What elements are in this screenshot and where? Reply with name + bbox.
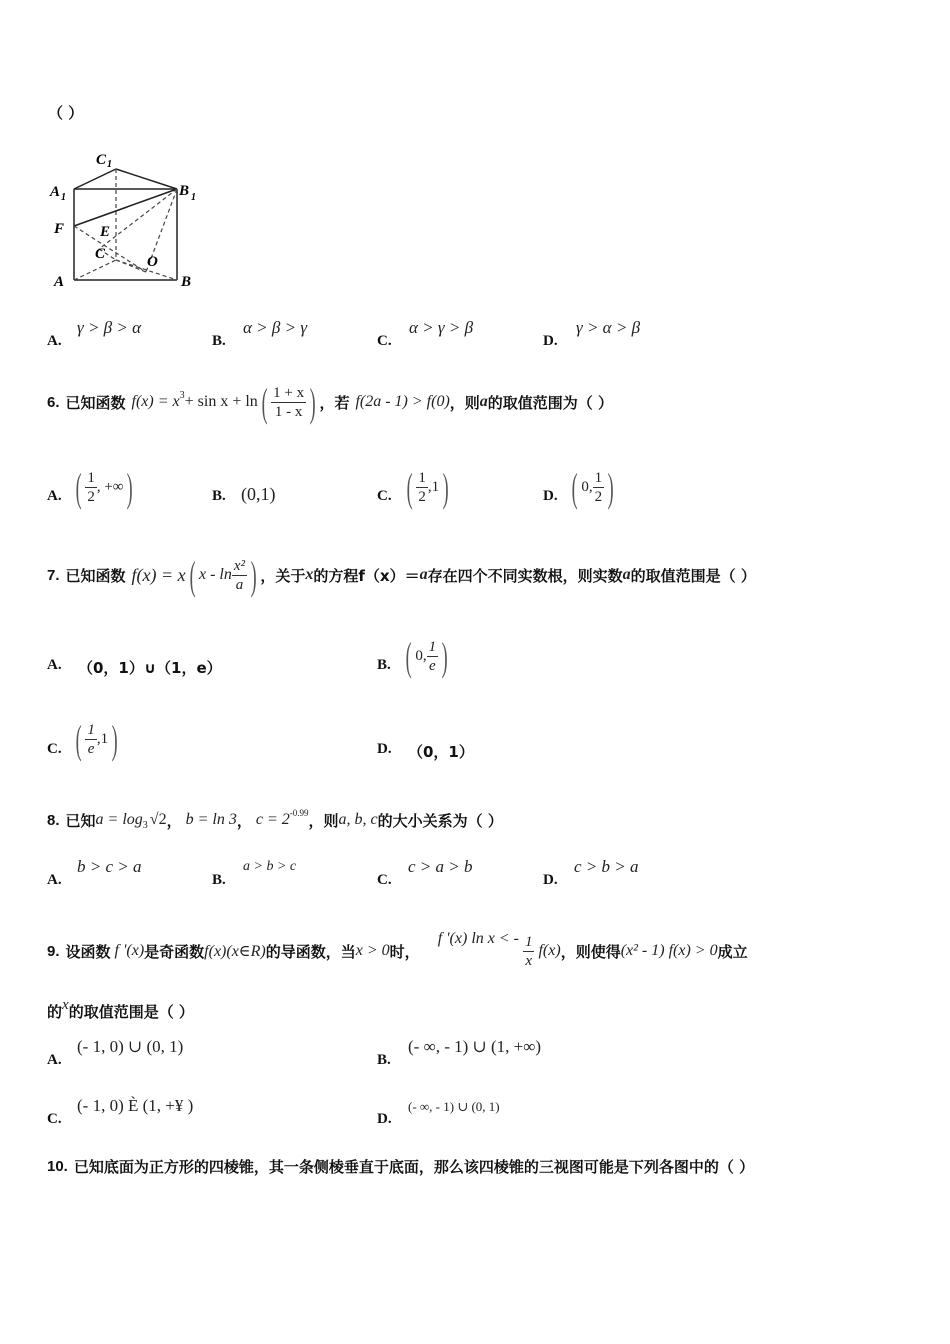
q9-ineq2: (x² - 1) f(x) > 0: [620, 942, 718, 959]
q6-frac: [271, 384, 306, 421]
q7-a: a: [419, 566, 428, 583]
q6-func2: + sin x + ln: [184, 393, 258, 410]
q9-option-c-label: C.: [47, 1111, 62, 1127]
q7-option-a-label: A.: [47, 657, 62, 673]
q9-option-b-text: (- ∞, - 1) ∪ (1, +∞): [408, 1037, 542, 1056]
q9-option-a-label: A.: [47, 1052, 62, 1068]
q5-prism-figure: [44, 144, 214, 294]
q8-number: 8.: [47, 811, 60, 829]
q8-option-c-text: c > a > b: [408, 857, 473, 876]
q5-option-b-text: α > β > γ: [243, 318, 308, 337]
q7-pre: 已知函数: [65, 566, 126, 585]
q7-func: f(x) = x: [131, 564, 186, 585]
q8-a-sub: 3: [142, 820, 148, 831]
q7-stem: 7. 已知函数 f(x) = x ( x - ln $\frac{\text{x²}}{a}$ ) ，关于 x 的方程 f（x）＝ a 存在四个不同实数根，则实数 a 的取值范围是（ ）: [47, 552, 756, 598]
q6-stem: 6. 已知函数 f(x) = x 3 + sin x + ln ( $\frac{1 + x}{1 - x}$ ) ，若 f(2a - 1) > f(0) ，则 a 的取值范围为（ ）: [47, 379, 614, 425]
q9-mid5: 成立: [717, 942, 748, 961]
q7-eq: f（x）＝: [358, 566, 420, 585]
q9-pre: 设函数: [65, 942, 111, 961]
label-C: C: [95, 246, 106, 262]
label-B: B: [181, 274, 192, 290]
q7-frac-den: a: [235, 576, 244, 593]
q8-option-a-label: A.: [47, 872, 62, 888]
label-C1: C: [96, 152, 107, 168]
q8-stem: [47, 800, 503, 840]
q9-number: 9.: [47, 942, 60, 960]
q10-text: 已知底面为正方形的四棱锥，其一条侧棱垂直于底面，那么该四棱锥的三视图可能是下列各图中的（ ）: [73, 1158, 755, 1176]
q7-option-b-label: B.: [377, 657, 391, 673]
q6-c-rest: ,1: [427, 479, 440, 495]
q6-number: 6.: [47, 393, 60, 411]
label-A1: A: [50, 184, 61, 200]
q6-mid: ，若: [319, 393, 350, 412]
q6-option-a-label: A.: [47, 488, 62, 504]
q8-c: c = 2: [255, 811, 290, 828]
q8-vars: a, b, c: [338, 811, 378, 828]
q7-post: ，关于: [260, 566, 306, 585]
q6-option-b-text: (0,1): [241, 484, 276, 504]
q6-frac-den: 1 - x: [274, 403, 303, 420]
q6-func: f(x) = x: [131, 393, 180, 410]
q8-option-d-text: c > b > a: [574, 857, 639, 876]
q6-a-rest: , +∞: [96, 479, 124, 495]
q8-option-d-label: D.: [543, 872, 558, 888]
q9-line2-post: 的取值范围是（ ）: [68, 1003, 194, 1021]
q6-post: 的取值范围为（ ）: [487, 393, 614, 412]
q8-option-b-text: a > b > c: [243, 859, 297, 874]
q6-pre: 已知函数: [65, 393, 126, 412]
q9-f: f(x)(x∈R): [204, 943, 266, 960]
q6-cond: f(2a - 1) > f(0): [355, 393, 450, 410]
q10-stem: [47, 1156, 754, 1177]
q8-option-c-label: C.: [377, 872, 392, 888]
q9-ineq-right: f(x): [538, 942, 561, 959]
q10-number: 10.: [47, 1158, 68, 1175]
q9-mid3: 时，: [389, 942, 420, 961]
q7-b-num: 1: [428, 639, 437, 655]
q6-option-d-label: D.: [543, 488, 558, 504]
q5-option-a-label: A.: [47, 333, 62, 349]
q6-option-b-label: B.: [212, 488, 226, 504]
q6-d-den: 2: [594, 489, 603, 505]
q8-option-b-label: B.: [212, 872, 226, 888]
q6-d-pre: 0,: [581, 479, 593, 495]
q7-option-a-text: （0，1）∪（1，e）: [78, 659, 222, 677]
q8-option-a-text: b > c > a: [77, 857, 142, 876]
q9-option-a-text: (- 1, 0) ∪ (0, 1): [77, 1037, 184, 1056]
q9-ineq-left: f '(x) ln x < -: [437, 930, 519, 947]
q9-mid2: 的导函数，当: [265, 942, 356, 961]
q6-option-c: ( $\frac{1}{2}$ ,1 ): [406, 465, 449, 510]
q8-a-rad: √2: [149, 811, 167, 828]
q9-line2-x: x: [62, 997, 69, 1013]
q7-post3: 存在四个不同实数根，则实数: [427, 566, 623, 585]
q9-stem-line2: [47, 997, 194, 1022]
q7-c-num: 1: [87, 722, 95, 738]
q9-fp: f '(x): [114, 942, 145, 959]
q6-a-den: 2: [87, 489, 95, 505]
q8-then: ，则: [308, 811, 339, 830]
q5-option-b-label: B.: [212, 333, 226, 349]
q8-post: 的大小关系为（ ）: [377, 811, 503, 830]
q9-frac-num: 1: [524, 933, 533, 950]
q9-frac-den: x: [525, 952, 533, 969]
label-B1: B: [179, 183, 190, 199]
q9-option-b-label: B.: [377, 1052, 391, 1068]
q8-pre: 已知: [65, 811, 96, 830]
q6-option-c-label: C.: [377, 488, 392, 504]
label-B1-sub: 1: [191, 192, 196, 203]
q7-option-c-label: C.: [47, 741, 62, 757]
q8-b: b = ln 3: [185, 811, 237, 828]
q5-option-d-label: D.: [543, 333, 558, 349]
q5-option-a-text: γ > β > α: [77, 318, 142, 337]
q7-inner: x - ln: [198, 566, 232, 583]
q7-b-pre: 0,: [415, 648, 427, 664]
q7-c-den: e: [87, 741, 95, 757]
q9-option-d-text: (- ∞, - 1) ∪ (0, 1): [408, 1099, 500, 1114]
q8-sep2: ，: [236, 811, 252, 830]
q6-a-num: 1: [87, 470, 95, 486]
q7-option-b: ( 0, $\frac{1}{e}$ ): [405, 634, 448, 679]
q7-b-den: e: [428, 658, 436, 674]
q8-c-exp: -0.99: [289, 808, 309, 818]
q9-mid4: ，则使得: [560, 942, 621, 961]
label-A1-sub: 1: [61, 192, 66, 203]
q6-mid2: ，则: [449, 393, 480, 412]
q7-a2: a: [622, 566, 631, 583]
q5-option-c-text: α > γ > β: [409, 318, 474, 337]
q7-frac-num: x²: [233, 557, 246, 574]
q5-option-d-text: γ > α > β: [576, 318, 641, 337]
q8-a: a = log: [95, 811, 143, 828]
q9-mid1: 是奇函数: [144, 942, 205, 961]
q9-stem: [47, 926, 748, 976]
q7-post2: 的方程: [313, 566, 359, 585]
q7-x: x: [305, 566, 314, 583]
q7-c-rest: ,1: [96, 731, 109, 747]
q6-c-den: 2: [418, 489, 426, 505]
q6-c-num: 1: [418, 470, 426, 486]
q6-var: a: [479, 393, 488, 410]
q5-answer-paren: （ ）: [48, 104, 84, 122]
q9-option-d-label: D.: [377, 1111, 392, 1127]
q7-option-d-text: （0，1）: [408, 743, 474, 761]
label-O: O: [147, 254, 158, 270]
q8-sep1: ，: [166, 811, 182, 830]
q6-d-num: 1: [594, 470, 603, 486]
q6-exp: 3: [179, 390, 185, 401]
q5-option-c-label: C.: [377, 333, 392, 349]
label-F: F: [54, 221, 65, 237]
q9-line2-pre: 的: [47, 1003, 63, 1021]
label-A: A: [54, 274, 65, 290]
q7-option-c: ( $\frac{1}{e}$ ,1 ): [75, 717, 118, 762]
q7-post4: 的取值范围是（ ）: [630, 566, 756, 585]
label-E: E: [100, 224, 111, 240]
q6-option-d: ( 0, $\frac{1}{2}$ ): [571, 465, 614, 510]
label-C1-sub: 1: [107, 159, 112, 170]
q6-option-a: ( $\frac{1}{2}$ , +∞ ): [75, 465, 134, 510]
q7-option-d-label: D.: [377, 741, 392, 757]
q9-option-c-text: (- 1, 0) È (1, +¥ ): [77, 1096, 194, 1115]
q7-number: 7.: [47, 566, 60, 584]
q9-cond: x > 0: [355, 942, 390, 959]
q6-frac-num: 1 + x: [273, 384, 305, 401]
